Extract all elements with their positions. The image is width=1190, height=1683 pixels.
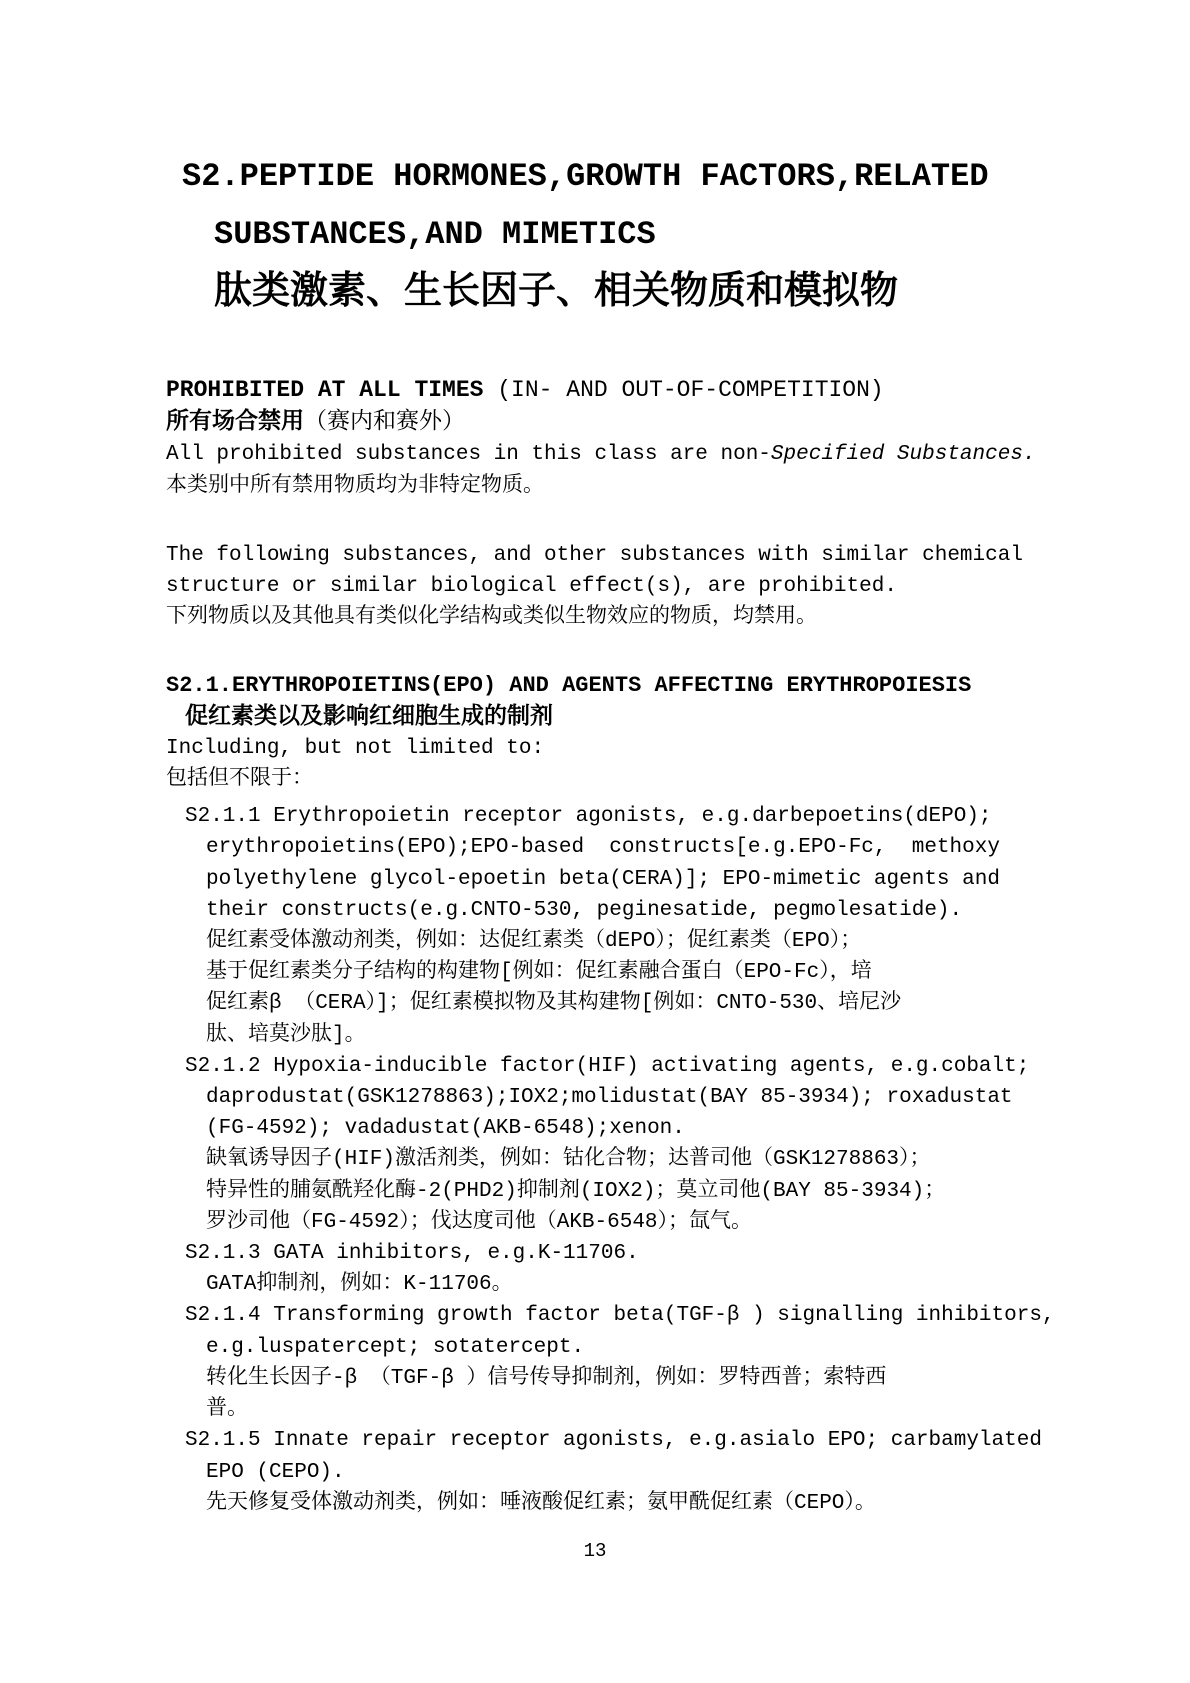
section-s21-including-zh: 包括但不限于： [166,768,313,792]
page-content [166,148,1055,1519]
item-line-zh: 促红素受体激动剂类，例如：达促红素类（dEPO）；促红素类（EPO）； [206,930,862,954]
list-item-s2-1-1 [166,801,1046,1051]
item-line: S2.1.4 Transforming growth factor beta(TGF-β ) signalling inhibitors, [185,1304,1055,1328]
prohibited-heading-zh-regular: （赛内和赛外） [304,409,465,436]
section-s21-items [166,801,1055,1519]
title-line-2: SUBSTANCES,AND MIMETICS [214,216,656,253]
intro-sentence-zh: 本类别中所有禁用物质均为非特定物质。 [166,474,544,498]
item-line: erythropoietins(EPO);EPO-based constructs[e.g.EPO-Fc, methoxy [206,836,1000,860]
title-chinese: 肽类激素、生长因子、相关物质和模拟物 [214,272,899,315]
prohibited-heading-en-regular: (IN- AND OUT-OF-COMPETITION) [483,377,884,403]
intro-sentence-en-regular: All prohibited substances in this class are non- [166,443,771,467]
intro-sentence-en [166,439,1046,470]
item-line-zh: 缺氧诱导因子(HIF)激活剂类，例如：钴化合物；达普司他（GSK1278863）； [206,1148,931,1172]
item-line: S2.1.5 Innate repair receptor agonists, e.g.asialo EPO; carbamylated [185,1429,1042,1453]
item-line-zh: 普。 [206,1398,248,1422]
item-line-zh: 肽、培莫沙肽]。 [206,1023,366,1047]
item-line: polyethylene glycol-epoetin beta(CERA)]; EPO-mimetic agents and [206,867,1000,891]
item-line-zh: GATA抑制剂，例如：K-11706。 [206,1273,513,1297]
general-statement-block [166,540,1046,634]
item-line-zh: 基于促红素类分子结构的构建物[例如：促红素融合蛋白（EPO-Fc），培 [206,961,872,985]
item-line: EPO (CEPO). [206,1460,345,1484]
item-line: e.g.luspatercept; sotatercept. [206,1335,585,1359]
item-line: daprodustat(GSK1278863);IOX2;molidustat(BAY 85-3934); roxadustat [206,1086,1013,1110]
prohibited-heading-en [166,375,1046,407]
list-item-s2-1-3 [166,1238,1046,1300]
item-line-zh: 转化生长因子-β （TGF-β ）信号传导抑制剂，例如：罗特西普；索特西 [206,1366,887,1390]
list-item-s2-1-2 [166,1051,1046,1238]
item-line: their constructs(e.g.CNTO-530, peginesatide, pegmolesatide). [206,898,963,922]
item-line-zh: 罗沙司他（FG-4592）；伐达度司他（AKB-6548）；氙气。 [206,1210,753,1234]
item-line: S2.1.1 Erythropoietin receptor agonists, e.g.darbepoetins(dEPO); [185,805,992,829]
general-statement-en-line2: structure or similar biological effect(s), are prohibited. [166,575,897,599]
item-line-zh: 促红素β （CERA）]；促红素模拟物及其构建物[例如：CNTO-530、培尼沙 [206,992,902,1016]
general-statement-zh: 下列物质以及其他具有类似化学结构或类似生物效应的物质，均禁用。 [166,606,817,630]
page-number: 13 [583,1540,607,1562]
prohibited-heading-en-bold: PROHIBITED AT ALL TIMES [166,377,484,403]
section-s21-heading-block [166,670,1046,795]
intro-sentence-en-italic: Specified Substances. [770,443,1036,467]
prohibited-at-all-times-block [166,375,1046,502]
general-statement-en-line1: The following substances, and other substances with similar chemical [166,543,1023,567]
prohibited-heading-zh-bold: 所有场合禁用 [166,409,304,436]
section-s21-including-en: Including, but not limited to: [166,736,545,760]
document-title [166,148,1046,324]
item-line: S2.1.2 Hypoxia-inducible factor(HIF) activating agents, e.g.cobalt; [185,1054,1030,1078]
item-line: S2.1.3 GATA inhibitors, e.g.K-11706. [185,1242,639,1266]
list-item-s2-1-4 [166,1300,1055,1425]
title-line-1: S2.PEPTIDE HORMONES,GROWTH FACTORS,RELATED [182,158,989,195]
section-s21-heading-zh: 促红素类以及影响红细胞生成的制剂 [185,703,553,730]
list-item-s2-1-5 [166,1425,1046,1519]
item-line-zh: 特异性的脯氨酰羟化酶-2(PHD2)抑制剂(IOX2)；莫立司他(BAY 85-3934)； [206,1179,946,1203]
item-line-zh: 先天修复受体激动剂类，例如：唾液酸促红素；氨甲酰促红素（CEPO）。 [206,1491,876,1515]
section-s21-heading-en: S2.1.ERYTHROPOIETINS(EPO) AND AGENTS AFFECTING ERYTHROPOIESIS [166,673,972,699]
prohibited-heading-zh [166,407,1046,439]
item-line: (FG-4592); vadadustat(AKB-6548);xenon. [206,1117,685,1141]
